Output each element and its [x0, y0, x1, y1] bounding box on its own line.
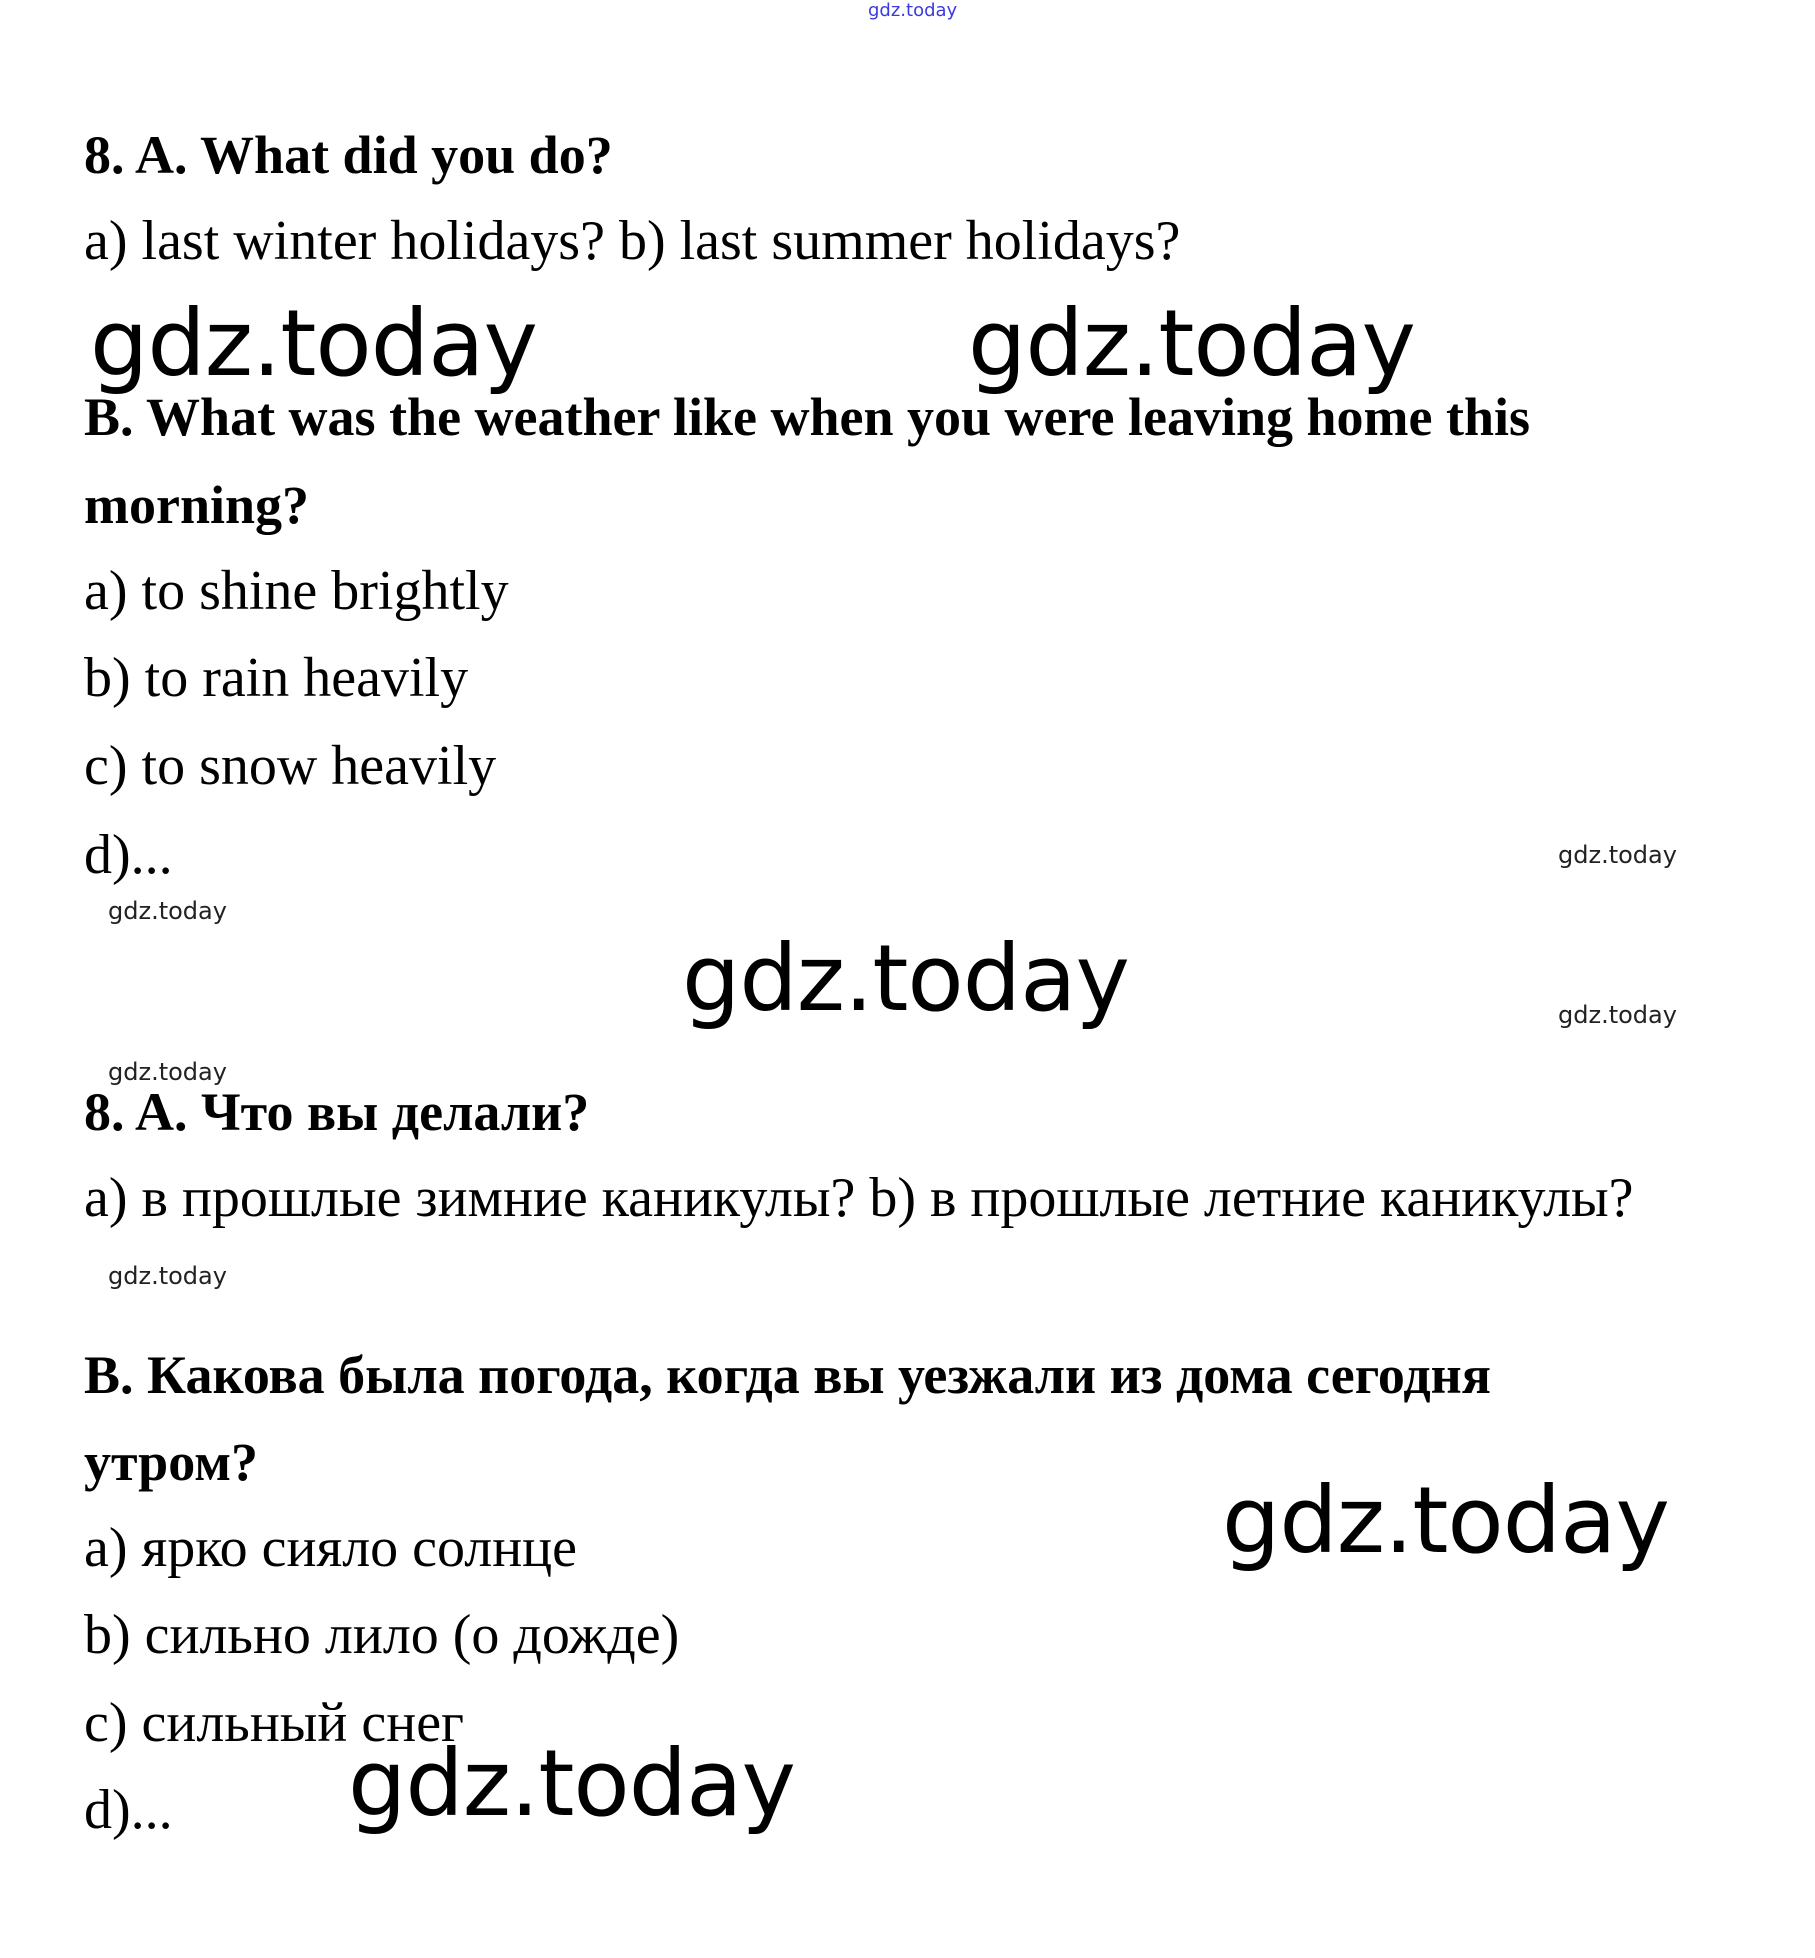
watermark-large: gdz.today [968, 290, 1415, 397]
english-option-a: a) to shine brightly [84, 560, 509, 622]
russian-task-a-heading: 8. A. Что вы делали? [84, 1082, 590, 1142]
english-task-a-heading: 8. A. What did you do? [84, 125, 613, 185]
english-task-b-heading-cont: morning? [84, 475, 310, 535]
russian-option-d: d)... [84, 1779, 173, 1841]
watermark-large: gdz.today [348, 1730, 795, 1837]
english-task-b-heading: B. What was the weather like when you were leaving home this [84, 387, 1531, 447]
russian-option-a: a) ярко сияло солнце [84, 1517, 578, 1579]
russian-task-b-heading-cont: утром? [84, 1432, 258, 1492]
watermark-large: gdz.today [90, 290, 537, 397]
watermark-small: gdz.today [1558, 841, 1677, 869]
watermark-large: gdz.today [682, 925, 1129, 1032]
russian-option-c: c) сильный снег [84, 1692, 465, 1754]
watermark-small: gdz.today [108, 1058, 227, 1086]
watermark-small: gdz.today [108, 897, 227, 925]
english-option-d: d)... [84, 824, 173, 886]
watermark-large: gdz.today [1222, 1467, 1669, 1574]
english-task-a-line: a) last winter holidays? b) last summer holidays? [84, 210, 1181, 272]
russian-option-b: b) сильно лило (о дожде) [84, 1604, 680, 1666]
watermark-top: gdz.today [868, 0, 958, 21]
watermark-small: gdz.today [1558, 1001, 1677, 1029]
russian-task-b-heading: B. Какова была погода, когда вы уезжали из дома сегодня [84, 1345, 1492, 1405]
russian-task-a-line: a) в прошлые зимние каникулы? b) в прошлые летние каникулы? [84, 1167, 1634, 1229]
english-option-c: c) to snow heavily [84, 735, 497, 797]
english-option-b: b) to rain heavily [84, 647, 469, 709]
watermark-small: gdz.today [108, 1262, 227, 1290]
